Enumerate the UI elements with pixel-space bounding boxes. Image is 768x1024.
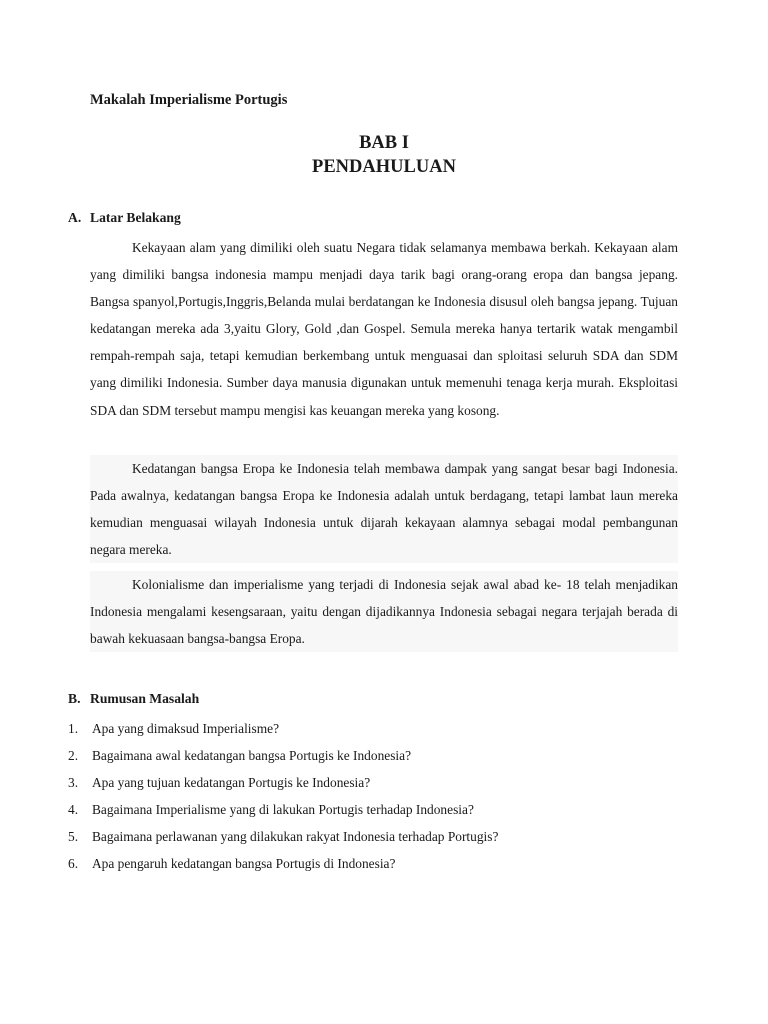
section-a-heading bbox=[68, 210, 181, 226]
chapter-number: BAB I bbox=[359, 133, 409, 153]
section-b-letter: B. bbox=[68, 691, 81, 706]
list-item-text: Apa yang tujuan kedatangan Portugis ke Indonesia? bbox=[92, 775, 371, 790]
list-item bbox=[68, 742, 498, 769]
list-item bbox=[68, 796, 498, 823]
section-a-title: Latar Belakang bbox=[90, 210, 181, 225]
list-item bbox=[68, 769, 498, 796]
list-item-text: Bagaimana perlawanan yang dilakukan rakyat Indonesia terhadap Portugis? bbox=[92, 829, 499, 844]
list-item-number: 6. bbox=[68, 856, 79, 871]
section-a-letter: A. bbox=[68, 210, 82, 225]
list-item-text: Bagaimana Imperialisme yang di lakukan Portugis terhadap Indonesia? bbox=[92, 802, 474, 817]
problem-list bbox=[68, 715, 498, 877]
list-item-number: 3. bbox=[68, 775, 79, 790]
list-item-text: Apa yang dimaksud Imperialisme? bbox=[92, 721, 280, 736]
section-b-title: Rumusan Masalah bbox=[90, 691, 200, 706]
list-item bbox=[68, 850, 498, 877]
chapter-title: PENDAHULUAN bbox=[312, 157, 456, 177]
list-item-number: 4. bbox=[68, 802, 79, 817]
paragraph-2: Kedatangan bangsa Eropa ke Indonesia telah membawa dampak yang sangat besar bagi Indonesia. Pada awalnya, kedatangan bangsa Eropa ke Indonesia adalah untuk berdagang, tetapi lambat laun mereka kemudian menguasai wilayah Indonesia untuk dijarah kekayaan alamnya sebagai modal pembangunan negara mereka. bbox=[90, 455, 678, 563]
list-item-number: 1. bbox=[68, 721, 79, 736]
list-item-text: Bagaimana awal kedatangan bangsa Portugis ke Indonesia? bbox=[92, 748, 412, 763]
list-item-number: 2. bbox=[68, 748, 79, 763]
paragraph-3: Kolonialisme dan imperialisme yang terjadi di Indonesia sejak awal abad ke- 18 telah menjadikan Indonesia mengalami kesengsaraan, yaitu dengan dijadikannya Indonesia sebagai negara terjajah berada di bawah kekuasaan bangsa-bangsa Eropa. bbox=[90, 571, 678, 652]
section-b-heading bbox=[68, 691, 199, 707]
document-title: Makalah Imperialisme Portugis bbox=[90, 92, 288, 108]
list-item-number: 5. bbox=[68, 829, 79, 844]
list-item-text: Apa pengaruh kedatangan bangsa Portugis di Indonesia? bbox=[92, 856, 396, 871]
list-item bbox=[68, 715, 498, 742]
paragraph-1: Kekayaan alam yang dimiliki oleh suatu Negara tidak selamanya membawa berkah. Kekayaan alam yang dimiliki bangsa indonesia mampu menjadi daya tarik bagi orang-orang eropa dan bangsa jepang. Bangsa spanyol,Portugis,Inggris,Belanda mulai berdatangan ke Indonesia disusul oleh bangsa jepang. Tujuan kedatangan mereka ada 3,yaitu Glory, Gold ,dan Gospel. Semula mereka hanya tertarik watak mengambil rempah-rempah saja, tetapi kemudian berkembang untuk menguasai dan sploitasi seluruh SDA dan SDM yang dimiliki Indonesia. Sumber daya manusia digunakan untuk memenuhi tenaga kerja murah. Eksploitasi SDA dan SDM tersebut mampu mengisi kas keuangan mereka yang kosong. bbox=[90, 240, 678, 418]
list-item bbox=[68, 823, 498, 850]
